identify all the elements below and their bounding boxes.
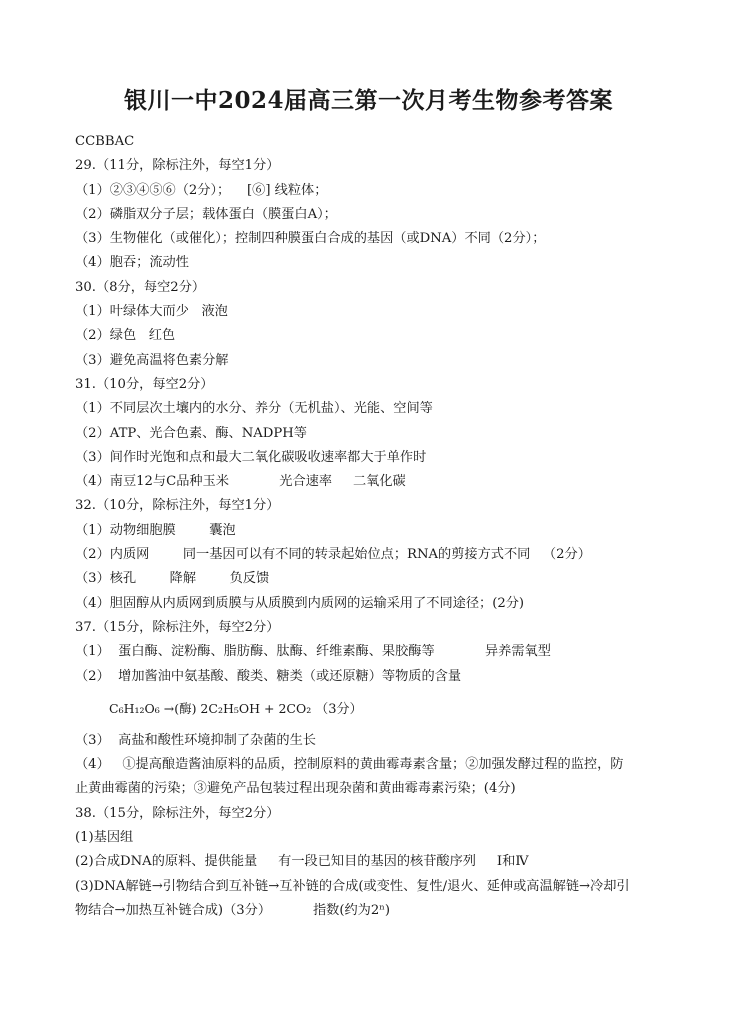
answer-line: （4）南豆12与C品种玉米 光合速率 二氧化碳 xyxy=(75,474,406,490)
answer-line: (3)DNA解链→引物结合到互补链→互补链的合成(或变性、复性/退火、延伸或高温解链→冷却引 xyxy=(75,878,630,894)
answer-line: 38.（15分，除标注外，每空2分） xyxy=(75,805,280,821)
page-title: 银川一中2024届高三第一次月考生物参考答案 xyxy=(123,87,613,114)
answer-line: 29.（11分，除标注外，每空1分） xyxy=(75,158,280,174)
fermentation-equation xyxy=(75,689,715,729)
answer-line: （1）不同层次土壤内的水分、养分（无机盐）、光能、空间等 xyxy=(75,401,433,417)
answer-line: （4） ①提高酿造酱油原料的品质，控制原料的黄曲霉毒素含量；②加强发酵过程的监控，防 xyxy=(75,757,624,773)
answer-line: （3）生物催化（或催化）；控制四种膜蛋白合成的基因（或DNA）不同（2分）； xyxy=(75,231,546,247)
answer-line: 31.（10分，每空2分） xyxy=(75,376,214,392)
answer-line: (1)基因组 xyxy=(75,830,134,846)
answer-line: （2）磷脂双分子层；载体蛋白（膜蛋白A）； xyxy=(75,206,337,222)
equation-formula: C₆H₁₂O₆ →(酶) 2C₂H₅OH + 2CO₂ xyxy=(109,700,312,716)
answer-line: (2)合成DNA的原料、提供能量 有一段已知目的基因的核苷酸序列 Ⅰ和Ⅳ xyxy=(75,854,529,870)
answer-line: （2）ATP、光合色素、酶、NADPH等 xyxy=(75,425,307,441)
answer-line: （2）内质网 同一基因可以有不同的转录起始位点；RNA的剪接方式不同 （2分） xyxy=(75,547,591,563)
answer-line: （1）叶绿体大而少 液泡 xyxy=(75,304,228,320)
answer-line: CCBBAC xyxy=(75,134,135,149)
answer-line: （3）核孔 降解 负反馈 xyxy=(75,571,270,587)
answer-line: （4）胞吞；流动性 xyxy=(75,255,189,271)
answer-line: （1）动物细胞膜 囊泡 xyxy=(75,522,236,538)
answer-line: （3）避免高温将色素分解 xyxy=(75,352,229,368)
answer-line: 30.（8分，每空2分） xyxy=(75,279,206,295)
answer-line: （1） 蛋白酶、淀粉酶、脂肪酶、肽酶、纤维素酶、果胶酶等 异养需氧型 xyxy=(75,644,551,660)
answer-line: （2）绿色 红色 xyxy=(75,328,176,344)
answer-body xyxy=(75,130,715,923)
answer-line: 37.（15分，除标注外，每空2分） xyxy=(75,619,280,635)
answer-line: （2） 增加酱油中氨基酸、酸类、糖类（或还原糖）等物质的含量 xyxy=(75,668,462,684)
answer-line: （3）间作时光饱和点和最大二氧化碳吸收速率都大于单作时 xyxy=(75,449,427,465)
answer-line: 物结合→加热互补链合成)（3分） 指数(约为2ⁿ) xyxy=(75,902,391,918)
answer-line: （4）胆固醇从内质网到质膜与从质膜到内质网的运输采用了不同途径；(2分) xyxy=(75,595,525,611)
answer-line: 止黄曲霉菌的污染；③避免产品包装过程出现杂菌和黄曲霉毒素污染；(4分) xyxy=(75,781,516,797)
equation-score: （3分） xyxy=(315,701,363,717)
answer-line: （3） 高盐和酸性环境抑制了杂菌的生长 xyxy=(75,732,316,748)
answer-line: 32.（10分，除标注外，每空1分） xyxy=(75,498,280,514)
answer-line: （1）②③④⑤⑥（2分）； [⑥] 线粒体； xyxy=(75,182,328,198)
